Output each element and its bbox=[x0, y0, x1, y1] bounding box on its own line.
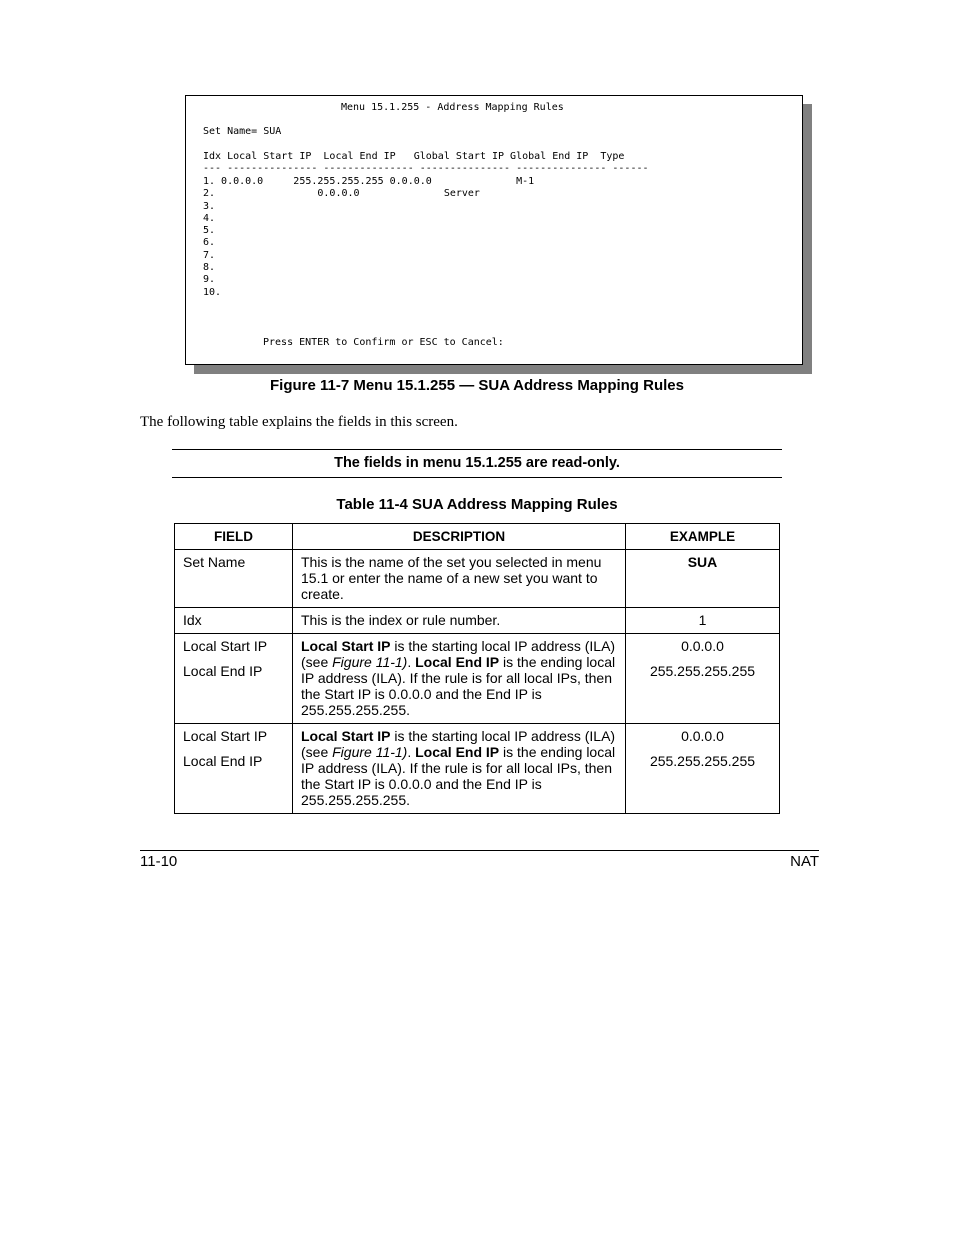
screen-set-name: Set Name= SUA bbox=[203, 126, 282, 137]
example-cell bbox=[626, 724, 780, 814]
screen-column-header bbox=[203, 151, 649, 176]
screen-row: 9. bbox=[203, 274, 216, 286]
screen-row: 5. bbox=[203, 225, 216, 237]
field-name: Local End IP bbox=[183, 663, 263, 679]
screen-divider-line: --- --------------- --------------- --------------- --------------- ------ bbox=[203, 163, 649, 175]
desc-text: . bbox=[407, 744, 416, 760]
desc-text: is the ending local IP address (ILA). If the rule is for all local IPs, then the Start IP is 0.0.0.0 and the End IP is 255.255.255.255. bbox=[301, 744, 616, 808]
intro-text: The following table explains the fields in this screen. bbox=[140, 414, 458, 430]
desc-bold: Local Start IP bbox=[301, 638, 391, 654]
table-header-row bbox=[175, 524, 780, 550]
screen-rule-rows bbox=[203, 176, 534, 299]
table-row bbox=[175, 634, 780, 724]
field-name: Local End IP bbox=[183, 753, 263, 769]
desc-text: . bbox=[407, 654, 416, 670]
description-cell: This is the index or rule number. bbox=[293, 608, 626, 634]
screen-row: 8. bbox=[203, 262, 216, 274]
screen-title: Menu 15.1.255 - Address Mapping Rules bbox=[341, 102, 564, 113]
field-cell bbox=[175, 724, 293, 814]
table-caption: Table 11-4 SUA Address Mapping Rules bbox=[336, 496, 618, 513]
desc-text: is the starting local IP address (ILA) (see bbox=[301, 728, 616, 760]
field-name: Local Start IP bbox=[183, 638, 268, 654]
desc-bold: Local Start IP bbox=[301, 728, 391, 744]
screen-footer-prompt: Press ENTER to Confirm or ESC to Cancel: bbox=[263, 337, 504, 348]
desc-text: is the starting local IP address (ILA) (see bbox=[301, 638, 616, 670]
header-description: DESCRIPTION bbox=[293, 524, 626, 550]
example-cell bbox=[626, 550, 780, 608]
example-cell: 1 bbox=[626, 608, 780, 634]
field-name: Local Start IP bbox=[183, 728, 268, 744]
screen-row: 7. bbox=[203, 249, 216, 261]
description-cell bbox=[293, 724, 626, 814]
example-value: 0.0.0.0 bbox=[681, 728, 724, 744]
desc-figure-ref: Figure 11-1) bbox=[332, 654, 408, 670]
screen-row: 1. 0.0.0.0 255.255.255.255 0.0.0.0 M-1 bbox=[203, 176, 535, 187]
desc-text: is the ending local IP address (ILA). If the rule is for all local IPs, then the Start IP is 0.0.0.0 and the End IP is 255.255.255.255. bbox=[301, 654, 616, 718]
field-cell: Set Name bbox=[175, 550, 293, 608]
footer-divider bbox=[140, 850, 819, 851]
field-cell: Idx bbox=[175, 608, 293, 634]
example-value: SUA bbox=[687, 554, 718, 570]
example-value: 255.255.255.255 bbox=[649, 753, 756, 769]
field-cell bbox=[175, 634, 293, 724]
terminal-screen bbox=[185, 95, 803, 365]
screen-header-line: Idx Local Start IP Local End IP Global Start IP Global End IP Type bbox=[203, 151, 625, 162]
table-row bbox=[175, 550, 780, 608]
example-cell bbox=[626, 634, 780, 724]
table-row bbox=[175, 724, 780, 814]
example-value: 255.255.255.255 bbox=[649, 663, 756, 679]
description-cell bbox=[293, 634, 626, 724]
desc-figure-ref: Figure 11-1) bbox=[332, 744, 408, 760]
screen-row: 4. bbox=[203, 212, 216, 224]
desc-bold: Local End IP bbox=[415, 744, 500, 760]
screen-row: 2. 0.0.0.0 Server bbox=[203, 188, 480, 200]
fields-table bbox=[174, 523, 780, 814]
screen-row: 10. bbox=[203, 286, 222, 298]
screen-row: 3. bbox=[203, 200, 216, 212]
read-only-note: The fields in menu 15.1.255 are read-only. bbox=[172, 449, 782, 478]
table-row bbox=[175, 608, 780, 634]
page-number: 11-10 bbox=[140, 853, 178, 870]
terminal-screen-figure bbox=[185, 95, 803, 365]
figure-caption: Figure 11-7 Menu 15.1.255 — SUA Address Mapping Rules bbox=[269, 377, 684, 394]
header-example: EXAMPLE bbox=[626, 524, 780, 550]
description-cell: This is the name of the set you selected in menu 15.1 or enter the name of a new set you want to create. bbox=[293, 550, 626, 608]
screen-row: 6. bbox=[203, 237, 216, 249]
desc-bold: Local End IP bbox=[415, 654, 500, 670]
chapter-name: NAT bbox=[790, 853, 819, 870]
example-value: 0.0.0.0 bbox=[681, 638, 724, 654]
header-field: FIELD bbox=[175, 524, 293, 550]
